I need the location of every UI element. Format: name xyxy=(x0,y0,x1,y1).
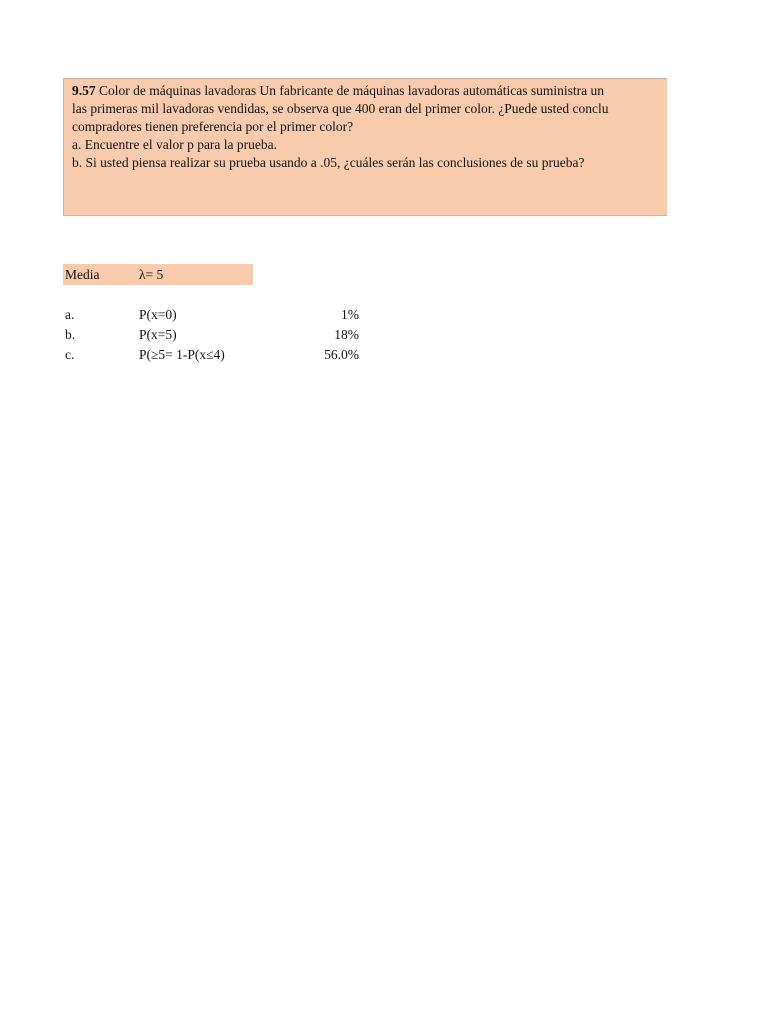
problem-line-2: las primeras mil lavadoras vendidas, se observa que 400 eran del primer color. ¿Puede usted conclu xyxy=(72,101,609,116)
result-c-letter: c. xyxy=(65,347,75,362)
result-a-value: 1% xyxy=(341,307,359,322)
result-b-letter: b. xyxy=(65,327,76,342)
result-c-expression: P(≥5= 1-P(x≤4) xyxy=(139,347,225,362)
lambda-value: λ= 5 xyxy=(139,267,164,282)
result-a-expression: P(x=0) xyxy=(139,307,177,322)
result-a-letter: a. xyxy=(65,307,75,322)
result-b-value: 18% xyxy=(334,327,359,342)
problem-line-5: b. Si usted piensa realizar su prueba usando a .05, ¿cuáles serán las conclusiones de su prueba? xyxy=(72,155,585,170)
media-label: Media xyxy=(65,267,100,282)
result-b-expression: P(x=5) xyxy=(139,327,177,342)
result-c-value: 56.0% xyxy=(324,347,359,362)
problem-statement-box xyxy=(63,78,667,216)
problem-line-4: a. Encuentre el valor p para la prueba. xyxy=(72,137,278,152)
problem-text xyxy=(72,82,608,172)
problem-line-1 xyxy=(72,82,608,100)
problem-line-3: compradores tienen preferencia por el primer color? xyxy=(72,119,354,134)
problem-line-1-text: Color de máquinas lavadoras Un fabricante de máquinas lavadoras automáticas suministra un xyxy=(95,83,604,98)
problem-number: 9.57 xyxy=(72,83,96,98)
